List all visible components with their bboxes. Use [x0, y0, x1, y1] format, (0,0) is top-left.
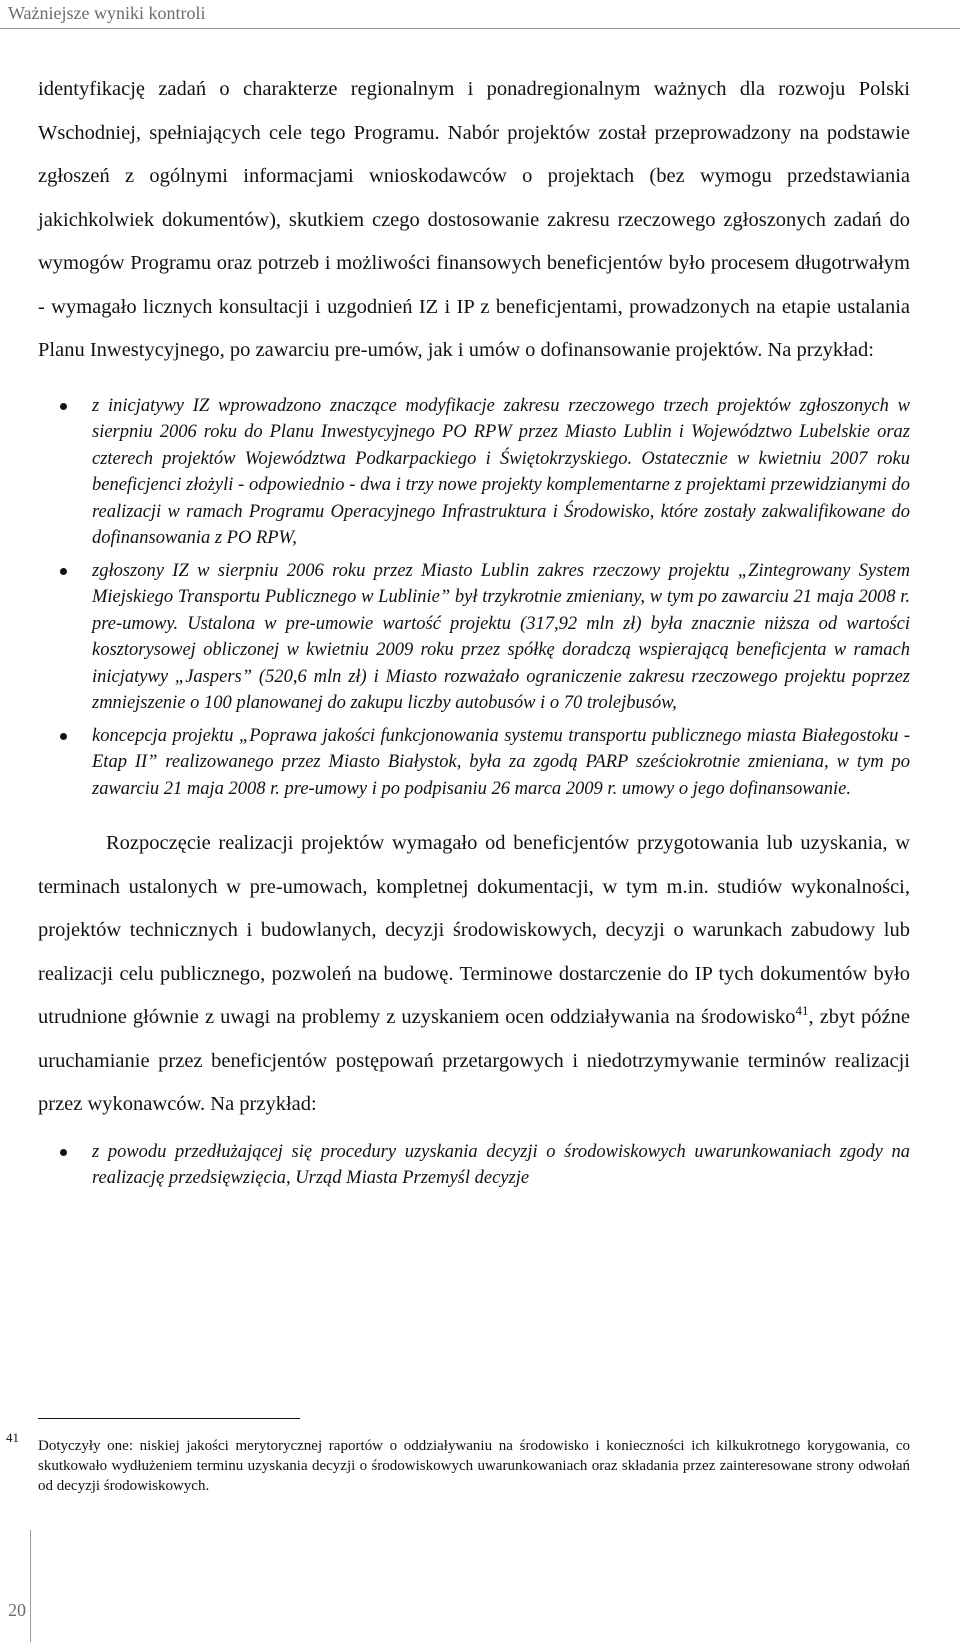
running-title: Ważniejsze wyniki kontroli: [8, 3, 206, 23]
footnote-number: 41: [6, 1430, 19, 1445]
bullet-icon: [60, 403, 67, 410]
bullet-icon: [60, 1149, 67, 1156]
bullet-icon: [60, 568, 67, 575]
bullet-icon: [60, 733, 67, 740]
list-item: z inicjatywy IZ wprowadzono znaczące modyfikacje zakresu rzeczowego trzech projektów zgłoszonych w sierpniu 2006 roku do Planu Inwestycyjnego PO RPW przez Miasto Lublin i Województwo Lubelskie oraz czterech projektów Województwa Podkarpackiego i Świętokrzyskiego. Ostatecznie w kwietniu 2007 roku beneficjenci złożyli - odpowiednio - dwa i trzy nowe projekty komplementarne z projektami przewidzianymi do realizacji w ramach Programu Operacyjnego Infrastruktura i Środowisko, które zostały zakwalifikowane do dofinansowania z PO RPW,: [92, 393, 910, 552]
page-number: 20: [8, 1600, 26, 1620]
list-item: zgłoszony IZ w sierpniu 2006 roku przez Miasto Lublin zakres rzeczowy projektu „Zintegrowany System Miejskiego Transportu Publicznego w Lublinie” był trzykrotnie zmieniany, w tym po zawarciu 21 maja 2008 r. pre-umowy. Ustalona w pre-umowie wartość projektu (317,92 mln zł) była znacznie niższa od wartości kosztorysowej obliczonej w kwietniu 2009 roku przez spółkę doradczą wspierającą beneficjenta w ramach inicjatywy „Jaspers” (520,6 mln zł) i Miasto rozważało ograniczenie zakresu rzeczowego projektu poprzez zmniejszenie o 100 planowanej do zakupu liczby autobusów i o 70 trolejbusów,: [92, 558, 910, 717]
bullet-list-2: [38, 1139, 910, 1192]
footnote-separator: [38, 1418, 300, 1419]
paragraph-1: identyfikację zadań o charakterze regionalnym i ponadregionalnym ważnych dla rozwoju Polski Wschodniej, spełniających cele tego Programu. Nabór projektów został przeprowadzony na podstawie zgłoszeń z ogólnymi informacjami wnioskodawców o projektach (bez wymogu przedstawiania jakichkolwiek dokumentów), skutkiem czego dostosowanie zakresu rzeczowego zgłoszonych zadań do wymogów Programu oraz potrzeb i możliwości finansowych beneficjentów było procesem długotrwałym - wymagało licznych konsultacji i uzgodnień IZ i IP z beneficjentami, prowadzonych na etapie ustalania Planu Inwestycyjnego, po zawarciu pre-umów, jak i umów o dofinansowanie projektów. Na przykład:: [38, 78, 910, 361]
paragraph-2: Rozpoczęcie realizacji projektów wymagało od beneficjentów przygotowania lub uzyskania, w terminach ustalonych w pre-umowach, kompletnej dokumentacji, w tym m.in. studiów wykonalności, projektów technicznych i budowlanych, decyzji środowiskowych, decyzji o warunkach zabudowy lub realizacji celu publicznego, pozwoleń na budowę. Terminowe dostarczenie do IP tych dokumentów było utrudnione głównie z uwagi na problemy z uzyskaniem ocen oddziaływania na środowisko$^{41}$, zbyt późne uruchamianie przez beneficjentów postępowań przetargowych i niedotrzymywanie terminów realizacji przez wykonawców. Na przykład:: [38, 832, 910, 1115]
footnote-reference[interactable]: 41: [795, 1003, 809, 1019]
page-header: [0, 0, 960, 30]
page-content: [38, 68, 910, 1198]
list-item: koncepcja projektu „Poprawa jakości funkcjonowania systemu transportu publicznego miasta Białegostoku - Etap II” realizowanego przez Miasto Białystok, była za zgodą PARP sześciokrotnie zmieniana, w tym po zawarciu 21 maja 2008 r. pre-umowy i po podpisaniu 26 marca 2009 r. umowy o jego dofinansowanie.: [92, 723, 910, 803]
header-rule: [0, 28, 960, 29]
footer-rule: [30, 1530, 31, 1642]
bullet-list-1: [38, 393, 910, 803]
list-item: z powodu przedłużającej się procedury uzyskania decyzji o środowiskowych uwarunkowaniach zgody na realizację przedsięwzięcia, Urząd Miasta Przemyśl decyzje: [92, 1139, 910, 1192]
footnote-text: Dotyczyły one: niskiej jakości merytorycznej raportów o oddziaływaniu na środowisko i konieczności ich kilkukrotnego korygowania, co skutkowało wydłużeniem terminu uzyskania decyzji o środowiskowych uwarunkowaniach oraz składania przez zainteresowane strony odwołań od decyzji środowiskowych.: [38, 1438, 910, 1494]
